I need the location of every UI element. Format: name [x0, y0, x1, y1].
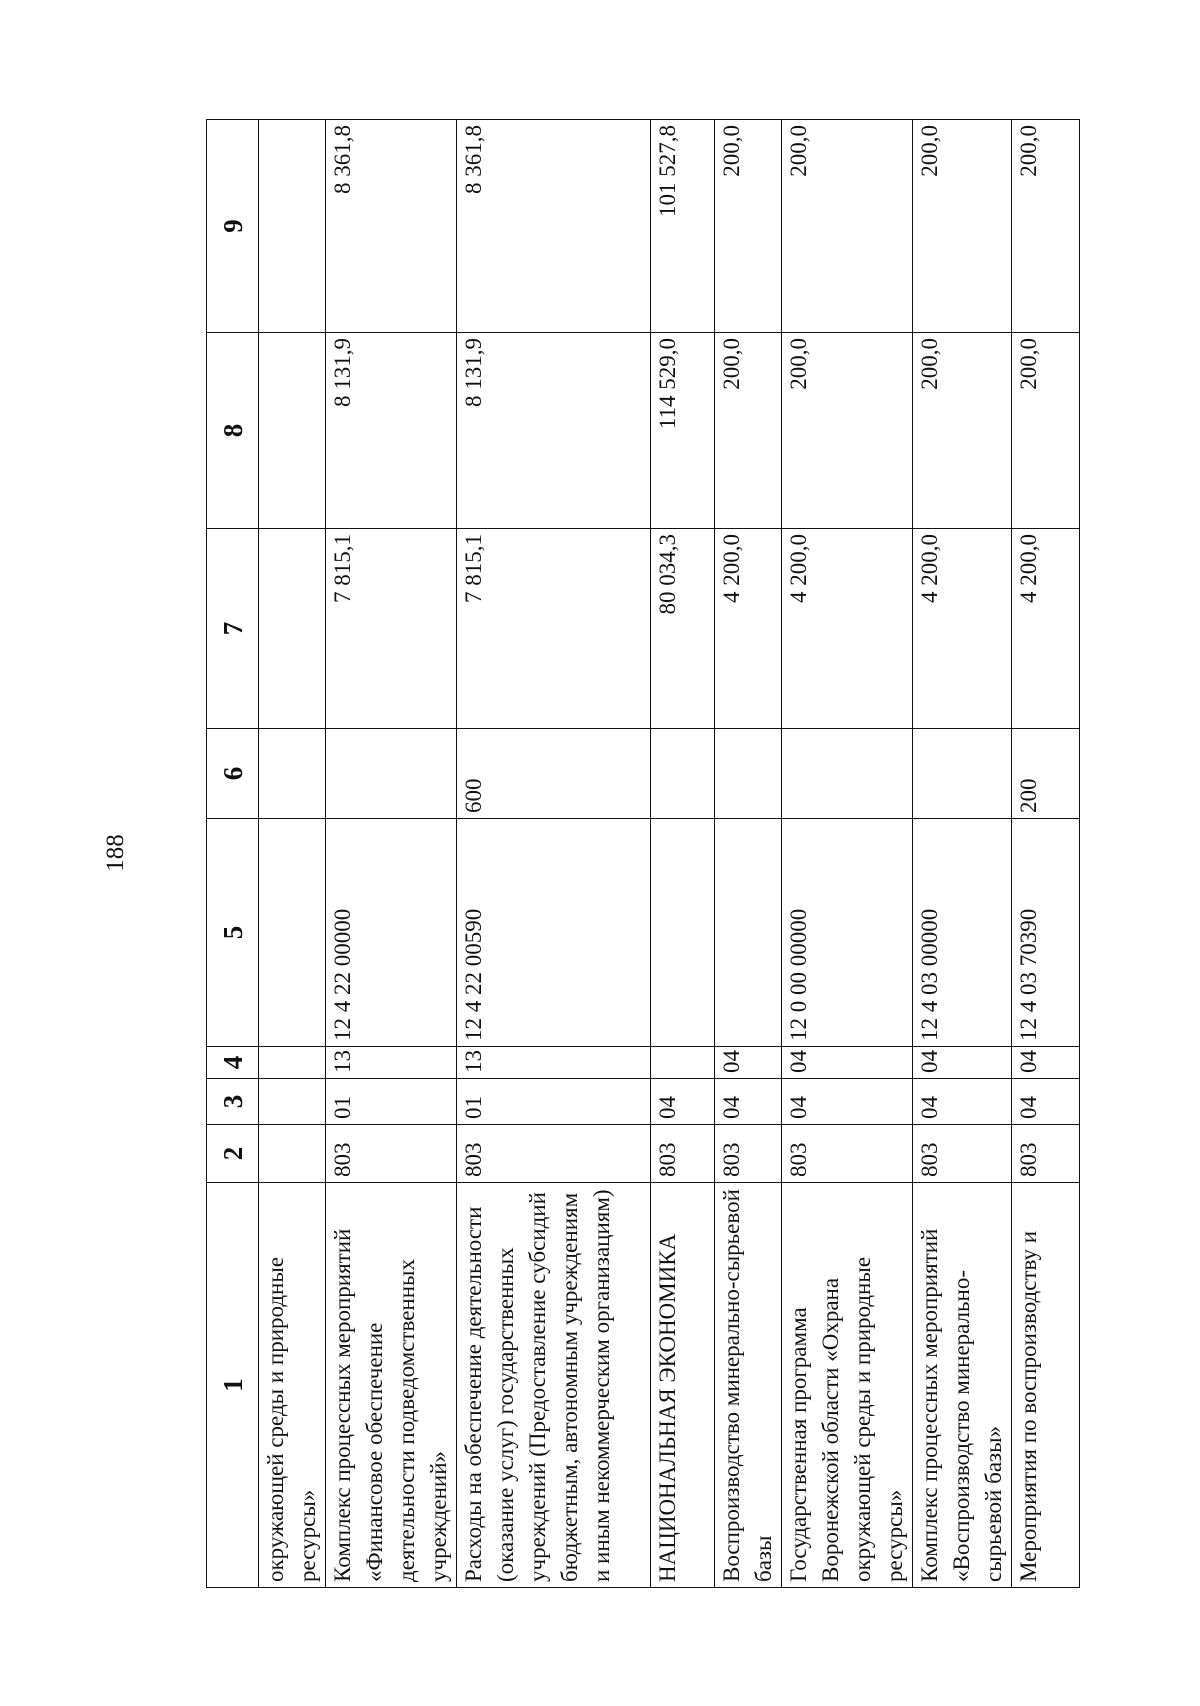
cell-value-7: 4 200,0: [913, 529, 1012, 729]
cell-expense-type: [651, 729, 715, 819]
cell-expense-type: [326, 729, 457, 819]
table-row: [1012, 120, 1080, 1588]
cell-ministry: 803: [326, 1125, 457, 1183]
cell-section: 01: [457, 1079, 651, 1125]
cell-subsection: 13: [457, 1047, 651, 1079]
cell-value-8: 200,0: [715, 333, 782, 529]
cell-value-7: 4 200,0: [782, 529, 913, 729]
cell-ministry: 803: [1012, 1125, 1080, 1183]
cell-ministry: [259, 1125, 326, 1183]
cell-name: Комплекс процессных мероприятий «Финансовое обеспечение деятельности подведомственных учреждений»: [326, 1183, 457, 1588]
cell-value-7: 7 815,1: [326, 529, 457, 729]
budget-table: [206, 119, 1080, 1588]
cell-value-9: 8 361,8: [457, 120, 651, 333]
cell-expense-type: [782, 729, 913, 819]
cell-section: 04: [913, 1079, 1012, 1125]
cell-value-8: 200,0: [913, 333, 1012, 529]
cell-ministry: 803: [651, 1125, 715, 1183]
cell-value-9: 8 361,8: [326, 120, 457, 333]
cell-expense-type: [715, 729, 782, 819]
col-header-2: 2: [207, 1125, 259, 1183]
cell-target-code: [259, 819, 326, 1047]
cell-target-code: 12 4 03 70390: [1012, 819, 1080, 1047]
cell-target-code: [715, 819, 782, 1047]
cell-target-code: 12 4 22 00590: [457, 819, 651, 1047]
table-row: [651, 120, 715, 1588]
cell-value-7: 4 200,0: [715, 529, 782, 729]
col-header-8: 8: [207, 333, 259, 529]
cell-ministry: 803: [782, 1125, 913, 1183]
cell-subsection: 04: [913, 1047, 1012, 1079]
cell-value-7: [259, 529, 326, 729]
cell-subsection: 04: [782, 1047, 913, 1079]
cell-subsection: [259, 1047, 326, 1079]
table-row: [457, 120, 651, 1588]
cell-value-8: 8 131,9: [457, 333, 651, 529]
cell-value-8: 8 131,9: [326, 333, 457, 529]
cell-value-9: 200,0: [1012, 120, 1080, 333]
cell-value-7: 7 815,1: [457, 529, 651, 729]
cell-value-8: [259, 333, 326, 529]
col-header-1: 1: [207, 1183, 259, 1588]
cell-subsection: 04: [1012, 1047, 1080, 1079]
col-header-9: 9: [207, 120, 259, 333]
table-row: [259, 120, 326, 1588]
cell-value-7: 4 200,0: [1012, 529, 1080, 729]
cell-section: 04: [1012, 1079, 1080, 1125]
cell-ministry: 803: [457, 1125, 651, 1183]
cell-expense-type: 200: [1012, 729, 1080, 819]
cell-section: 04: [782, 1079, 913, 1125]
col-header-4: 4: [207, 1047, 259, 1079]
cell-target-code: 12 4 03 00000: [913, 819, 1012, 1047]
table-row: [782, 120, 913, 1588]
cell-subsection: [651, 1047, 715, 1079]
cell-value-8: 200,0: [782, 333, 913, 529]
cell-expense-type: [913, 729, 1012, 819]
cell-name: Комплекс процессных мероприятий «Воспроизводство минерально-сырьевой базы»: [913, 1183, 1012, 1588]
cell-subsection: 13: [326, 1047, 457, 1079]
cell-section: 01: [326, 1079, 457, 1125]
rotated-sheet: [206, 120, 1066, 1588]
cell-value-9: 101 527,8: [651, 120, 715, 333]
header-row: [207, 120, 259, 1588]
cell-expense-type: 600: [457, 729, 651, 819]
table-row: [715, 120, 782, 1588]
cell-value-8: 200,0: [1012, 333, 1080, 529]
cell-value-9: 200,0: [913, 120, 1012, 333]
cell-expense-type: [259, 729, 326, 819]
cell-section: 04: [651, 1079, 715, 1125]
cell-value-9: 200,0: [715, 120, 782, 333]
cell-value-8: 114 529,0: [651, 333, 715, 529]
cell-name: Воспроизводство минерально-сырьевой базы: [715, 1183, 782, 1588]
cell-target-code: 12 4 22 00000: [326, 819, 457, 1047]
cell-name: Расходы на обеспечение деятельности (оказание услуг) государственных учреждений (Предоставление субсидий бюджетным, автономным учреждениям и иным некоммерческим организациям): [457, 1183, 651, 1588]
cell-name: Мероприятия по воспроизводству и: [1012, 1183, 1080, 1588]
page-number: 188: [102, 834, 129, 872]
cell-name: НАЦИОНАЛЬНАЯ ЭКОНОМИКА: [651, 1183, 715, 1588]
col-header-5: 5: [207, 819, 259, 1047]
col-header-3: 3: [207, 1079, 259, 1125]
cell-section: 04: [715, 1079, 782, 1125]
cell-value-9: 200,0: [782, 120, 913, 333]
col-header-7: 7: [207, 529, 259, 729]
cell-target-code: 12 0 00 00000: [782, 819, 913, 1047]
cell-value-9: [259, 120, 326, 333]
cell-target-code: [651, 819, 715, 1047]
cell-ministry: 803: [913, 1125, 1012, 1183]
cell-section: [259, 1079, 326, 1125]
cell-name: Государственная программа Воронежской области «Охрана окружающей среды и природные ресурсы»: [782, 1183, 913, 1588]
table-row: [913, 120, 1012, 1588]
col-header-6: 6: [207, 729, 259, 819]
cell-name: окружающей среды и природные ресурсы»: [259, 1183, 326, 1588]
table-row: [326, 120, 457, 1588]
cell-ministry: 803: [715, 1125, 782, 1183]
cell-subsection: 04: [715, 1047, 782, 1079]
cell-value-7: 80 034,3: [651, 529, 715, 729]
